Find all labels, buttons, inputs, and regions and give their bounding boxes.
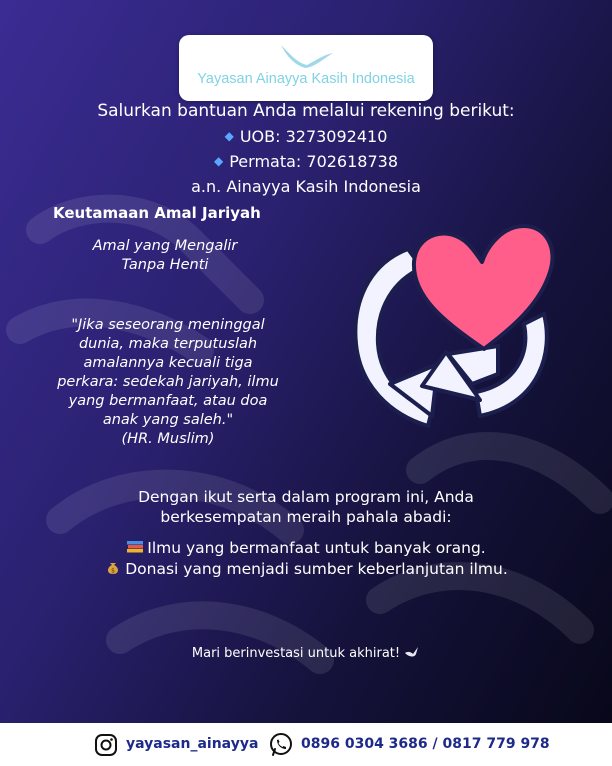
dove-icon xyxy=(404,645,420,659)
closing-line xyxy=(0,645,612,661)
benefit-item xyxy=(0,539,612,557)
diamond-bullet-icon: ◆ xyxy=(224,129,234,143)
virtue-title: Keutamaan Amal Jariyah xyxy=(53,204,261,222)
quote-line: anak yang saleh." xyxy=(102,412,234,428)
quote-line: amalannya kecuali tiga xyxy=(83,355,253,371)
money-bag-icon xyxy=(104,561,122,575)
heart-cycle-icon xyxy=(348,204,558,436)
org-name: Yayasan Ainayya Kasih Indonesia xyxy=(197,71,415,87)
uob-account-text: UOB: 3273092410 xyxy=(239,127,388,146)
bank-account-uob xyxy=(0,127,612,146)
footer-bar xyxy=(0,723,612,766)
quote-line: "Jika seseorang meninggal xyxy=(71,317,265,333)
whatsapp-icon[interactable] xyxy=(268,732,294,758)
quote-line: dunia, maka terputuslah xyxy=(78,336,258,352)
quote-line: yang bermanfaat, atau doa xyxy=(68,393,268,409)
instagram-icon[interactable] xyxy=(94,733,118,757)
whatsapp-numbers[interactable]: 0896 0304 3686 / 0817 779 978 xyxy=(301,736,550,752)
program-line: Dengan ikut serta dalam program ini, Anda xyxy=(138,488,474,506)
benefit-text: Donasi yang menjadi sumber keberlanjutan ilmu. xyxy=(125,560,508,578)
diamond-bullet-icon: ◆ xyxy=(213,154,224,168)
account-holder: a.n. Ainayya Kasih Indonesia xyxy=(191,177,421,196)
bank-intro: Salurkan bantuan Anda melalui rekening berikut: xyxy=(97,101,515,121)
bank-account-permata xyxy=(0,152,612,171)
quote-source: (HR. Muslim) xyxy=(121,431,215,447)
virtue-subtitle-line: Tanpa Henti xyxy=(121,257,209,273)
instagram-handle[interactable]: yayasan_ainayya xyxy=(126,736,259,752)
virtue-subtitle-line: Amal yang Mengalir xyxy=(92,238,238,254)
program-text xyxy=(0,487,612,527)
hadith-quote xyxy=(18,316,318,449)
virtue-subtitle xyxy=(40,237,290,275)
svg-text:$: $ xyxy=(111,567,116,575)
benefit-item xyxy=(0,560,612,578)
closing-text: Mari berinvestasi untuk akhirat! xyxy=(191,646,401,661)
benefit-text: Ilmu yang bermanfaat untuk banyak orang. xyxy=(147,539,486,557)
bird-logo-icon xyxy=(279,43,335,69)
logo-card xyxy=(179,35,433,101)
books-icon xyxy=(126,540,144,554)
quote-line: perkara: sedekah jariyah, ilmu xyxy=(57,374,279,390)
permata-account-text: Permata: 702618738 xyxy=(229,152,398,171)
program-line: berkesempatan meraih pahala abadi: xyxy=(160,508,452,526)
